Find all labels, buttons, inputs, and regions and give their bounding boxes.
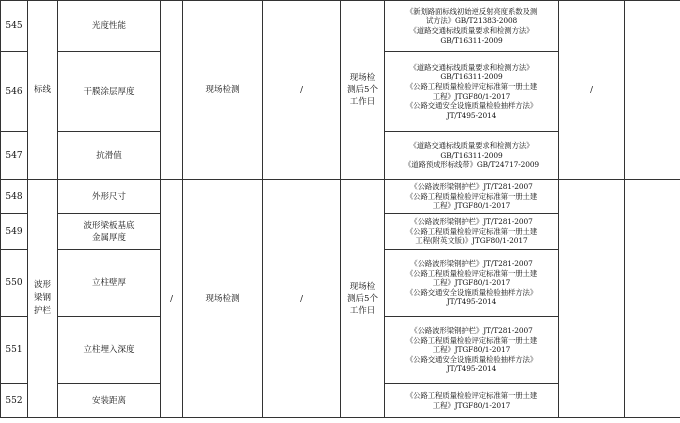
- test-item: 立柱埋入深度: [58, 317, 161, 384]
- category-marking: 标线: [28, 1, 58, 180]
- report-time: 现场检 测后5个 工作日: [341, 180, 385, 418]
- standard-reference: 《公路波形梁钢护栏》JT/T281-2007 《公路工程质量检验评定标准第一册土建 工程(附英文版)》JTGF80/1-2017: [385, 214, 559, 250]
- row-number: 551: [1, 317, 28, 384]
- empty-cell: [625, 180, 680, 418]
- slash-cell: /: [559, 1, 625, 180]
- table-row: [1, 180, 680, 214]
- standard-reference: 《公路波形梁钢护栏》JT/T281-2007 《公路工程质量检验评定标准第一册土建 工程》JTGF80/1-2017 《公路交通安全设施质量检验抽样方法》 JT/T495-2014: [385, 317, 559, 384]
- standard-reference: 《公路工程质量检验评定标准第一册土建 工程》JTGF80/1-2017: [385, 384, 559, 418]
- test-item: 光度性能: [58, 1, 161, 52]
- empty-cell: [161, 1, 183, 180]
- slash-cell: /: [161, 180, 183, 418]
- test-method: 现场检测: [183, 180, 263, 418]
- test-item: 抗滑值: [58, 132, 161, 180]
- standard-reference: 《新划路面标线初始逆反射亮度系数及测 试方法》GB/T21383-2008 《道路交通标线质量要求和检测方法》 GB/T16311-2009: [385, 1, 559, 52]
- slash-cell: /: [263, 180, 341, 418]
- row-number: 548: [1, 180, 28, 214]
- empty-cell: [625, 1, 680, 180]
- slash-cell: /: [263, 1, 341, 180]
- table-row: [1, 1, 680, 52]
- test-item: 波形梁板基底 金属厚度: [58, 214, 161, 250]
- row-number: 546: [1, 52, 28, 132]
- standard-reference: 《道路交通标线质量要求和检测方法》 GB/T16311-2009 《公路工程质量检验评定标准第一册土建 工程》JTGF80/1-2017 《公路交通安全设施质量检验抽样方法》 JT/T495-2014: [385, 52, 559, 132]
- standard-reference: 《公路波形梁钢护栏》JT/T281-2007 《公路工程质量检验评定标准第一册土建 工程》JTGF80/1-2017 《公路交通安全设施质量检验抽样方法》 JT/T495-2014: [385, 250, 559, 317]
- row-number: 545: [1, 1, 28, 52]
- row-number: 549: [1, 214, 28, 250]
- test-item: 干膜涂层厚度: [58, 52, 161, 132]
- row-number: 550: [1, 250, 28, 317]
- row-number: 552: [1, 384, 28, 418]
- standard-reference: 《公路波形梁钢护栏》JT/T281-2007 《公路工程质量检验评定标准第一册土建 工程》JTGF80/1-2017: [385, 180, 559, 214]
- row-number: 547: [1, 132, 28, 180]
- test-item: 外形尺寸: [58, 180, 161, 214]
- report-time: 现场检 测后5个 工作日: [341, 1, 385, 180]
- test-item: 安装距离: [58, 384, 161, 418]
- test-item: 立柱壁厚: [58, 250, 161, 317]
- empty-cell: [559, 180, 625, 418]
- category-guardrail: 波形 梁钢 护栏: [28, 180, 58, 418]
- standard-reference: 《道路交通标线质量要求和检测方法》 GB/T16311-2009 《道路预成形标线带》GB/T24717-2009: [385, 132, 559, 180]
- test-method: 现场检测: [183, 1, 263, 180]
